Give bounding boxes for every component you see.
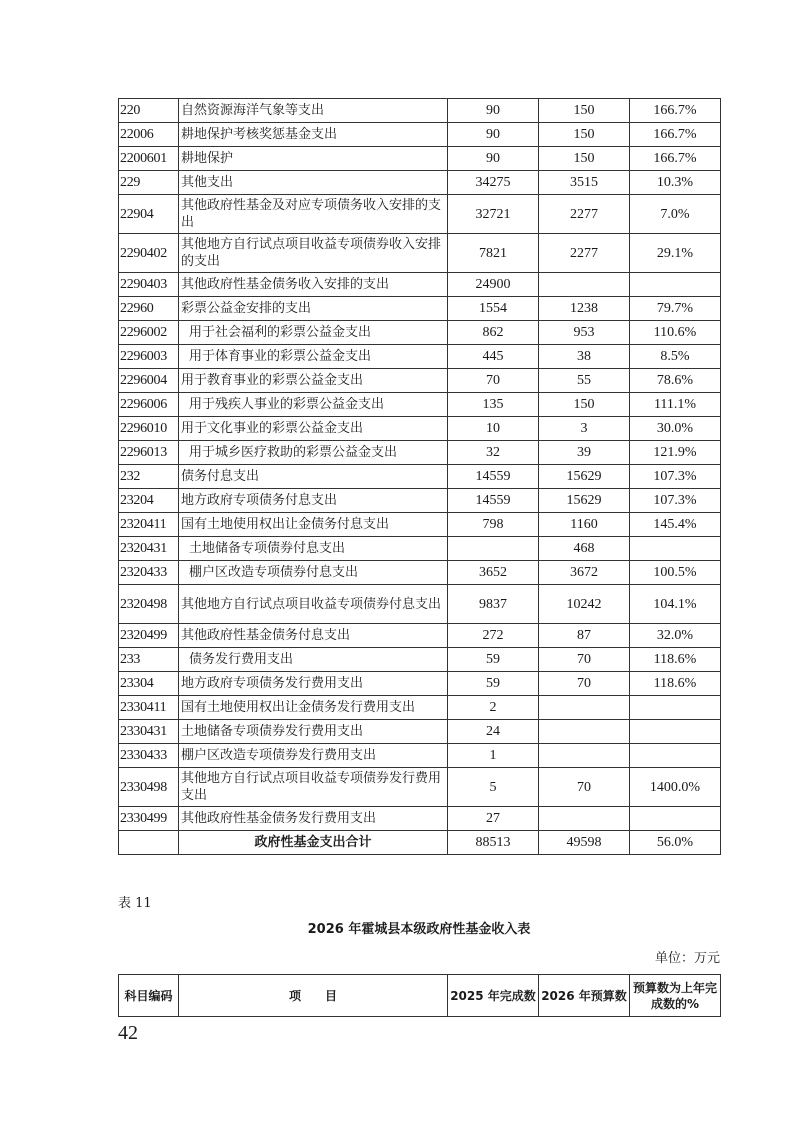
row-2025-actual: 272 <box>448 624 539 648</box>
row-name: 其他地方自行试点项目收益专项债券收入安排的支出 <box>179 234 448 273</box>
row-name: 耕地保护考核奖惩基金支出 <box>179 123 448 147</box>
total-2026-budget: 49598 <box>539 831 630 855</box>
row-2026-budget: 150 <box>539 147 630 171</box>
row-name: 棚户区改造专项债券付息支出 <box>179 561 448 585</box>
row-2026-budget: 70 <box>539 672 630 696</box>
row-name: 其他政府性基金债务付息支出 <box>179 624 448 648</box>
table-row <box>119 297 721 321</box>
row-2026-budget <box>539 744 630 768</box>
row-2025-actual: 59 <box>448 672 539 696</box>
row-2026-budget: 150 <box>539 123 630 147</box>
row-code: 2296003 <box>119 345 179 369</box>
row-2026-budget: 15629 <box>539 489 630 513</box>
row-2025-actual: 32 <box>448 441 539 465</box>
table-row <box>119 195 721 234</box>
row-name: 国有土地使用权出让金债务付息支出 <box>179 513 448 537</box>
row-name: 用于社会福利的彩票公益金支出 <box>179 321 448 345</box>
row-2025-actual <box>448 537 539 561</box>
table-row <box>119 321 721 345</box>
row-percent: 107.3% <box>630 465 721 489</box>
row-name: 用于文化事业的彩票公益金支出 <box>179 417 448 441</box>
total-row <box>119 831 721 855</box>
row-percent: 32.0% <box>630 624 721 648</box>
row-percent: 7.0% <box>630 195 721 234</box>
row-percent: 79.7% <box>630 297 721 321</box>
row-percent: 166.7% <box>630 123 721 147</box>
row-2025-actual: 90 <box>448 123 539 147</box>
row-percent: 8.5% <box>630 345 721 369</box>
page-number: 42 <box>118 1022 138 1044</box>
total-code <box>119 831 179 855</box>
row-2026-budget: 55 <box>539 369 630 393</box>
row-code: 233 <box>119 648 179 672</box>
row-name: 用于教育事业的彩票公益金支出 <box>179 369 448 393</box>
row-2025-actual: 90 <box>448 147 539 171</box>
row-name: 其他支出 <box>179 171 448 195</box>
row-2026-budget <box>539 273 630 297</box>
row-2026-budget: 2277 <box>539 234 630 273</box>
row-2026-budget: 3 <box>539 417 630 441</box>
row-code: 2296002 <box>119 321 179 345</box>
row-name: 债务付息支出 <box>179 465 448 489</box>
row-code: 2200601 <box>119 147 179 171</box>
row-code: 2330498 <box>119 768 179 807</box>
row-code: 2330433 <box>119 744 179 768</box>
row-2026-budget <box>539 696 630 720</box>
row-2025-actual: 70 <box>448 369 539 393</box>
row-percent <box>630 720 721 744</box>
row-percent: 145.4% <box>630 513 721 537</box>
row-code: 22960 <box>119 297 179 321</box>
row-name: 用于体育事业的彩票公益金支出 <box>179 345 448 369</box>
row-2026-budget: 150 <box>539 393 630 417</box>
row-2026-budget: 3515 <box>539 171 630 195</box>
row-name: 其他政府性基金债务收入安排的支出 <box>179 273 448 297</box>
row-name: 土地储备专项债券发行费用支出 <box>179 720 448 744</box>
row-percent: 121.9% <box>630 441 721 465</box>
row-2025-actual: 135 <box>448 393 539 417</box>
row-2026-budget: 468 <box>539 537 630 561</box>
row-code: 220 <box>119 99 179 123</box>
row-name: 其他政府性基金及对应专项债务收入安排的支出 <box>179 195 448 234</box>
row-2025-actual: 59 <box>448 648 539 672</box>
total-percent: 56.0% <box>630 831 721 855</box>
revenue-table-header <box>118 974 721 1017</box>
total-2025-actual: 88513 <box>448 831 539 855</box>
table-number-label: 表 11 <box>118 896 152 911</box>
row-percent: 107.3% <box>630 489 721 513</box>
table-title: 2026 年霍城县本级政府性基金收入表 <box>307 922 531 937</box>
row-code: 2320431 <box>119 537 179 561</box>
total-label: 政府性基金支出合计 <box>179 831 448 855</box>
table-row <box>119 672 721 696</box>
row-2025-actual: 2 <box>448 696 539 720</box>
row-2026-budget: 3672 <box>539 561 630 585</box>
row-name: 棚户区改造专项债券发行费用支出 <box>179 744 448 768</box>
row-2025-actual: 24 <box>448 720 539 744</box>
row-code: 22006 <box>119 123 179 147</box>
row-percent: 110.6% <box>630 321 721 345</box>
row-2025-actual: 798 <box>448 513 539 537</box>
row-code: 2330431 <box>119 720 179 744</box>
row-percent: 30.0% <box>630 417 721 441</box>
row-2025-actual: 1554 <box>448 297 539 321</box>
row-percent <box>630 273 721 297</box>
row-code: 23204 <box>119 489 179 513</box>
row-2025-actual: 862 <box>448 321 539 345</box>
row-2026-budget: 70 <box>539 768 630 807</box>
row-name: 彩票公益金安排的支出 <box>179 297 448 321</box>
row-code: 2320498 <box>119 585 179 624</box>
row-2025-actual: 7821 <box>448 234 539 273</box>
row-percent: 100.5% <box>630 561 721 585</box>
row-percent: 166.7% <box>630 99 721 123</box>
row-2026-budget <box>539 807 630 831</box>
row-percent: 1400.0% <box>630 768 721 807</box>
row-2026-budget: 1238 <box>539 297 630 321</box>
row-code: 2296010 <box>119 417 179 441</box>
row-name: 地方政府专项债务付息支出 <box>179 489 448 513</box>
unit-label: 单位：万元 <box>654 951 720 966</box>
table-row <box>119 585 721 624</box>
row-percent: 29.1% <box>630 234 721 273</box>
table-row <box>119 417 721 441</box>
table-row <box>119 369 721 393</box>
expense-table <box>118 98 721 855</box>
row-2025-actual: 27 <box>448 807 539 831</box>
table-row <box>119 513 721 537</box>
row-2025-actual: 5 <box>448 768 539 807</box>
header-2025-actual: 2025 年完成数 <box>448 975 539 1017</box>
row-2026-budget: 70 <box>539 648 630 672</box>
row-2026-budget: 38 <box>539 345 630 369</box>
row-name: 地方政府专项债务发行费用支出 <box>179 672 448 696</box>
row-code: 2320499 <box>119 624 179 648</box>
row-2025-actual: 9837 <box>448 585 539 624</box>
row-2026-budget: 150 <box>539 99 630 123</box>
header-row <box>119 975 721 1017</box>
table-row <box>119 744 721 768</box>
row-2026-budget: 87 <box>539 624 630 648</box>
row-code: 2330411 <box>119 696 179 720</box>
table-row <box>119 171 721 195</box>
row-2026-budget: 953 <box>539 321 630 345</box>
table-row <box>119 234 721 273</box>
row-percent: 118.6% <box>630 672 721 696</box>
row-code: 229 <box>119 171 179 195</box>
row-percent: 78.6% <box>630 369 721 393</box>
row-name: 土地储备专项债券付息支出 <box>179 537 448 561</box>
row-code: 2290402 <box>119 234 179 273</box>
row-name: 用于残疾人事业的彩票公益金支出 <box>179 393 448 417</box>
row-name: 自然资源海洋气象等支出 <box>179 99 448 123</box>
row-2025-actual: 3652 <box>448 561 539 585</box>
row-percent: 10.3% <box>630 171 721 195</box>
table-row <box>119 648 721 672</box>
row-2026-budget: 15629 <box>539 465 630 489</box>
header-percent: 预算数为上年完成数的% <box>630 975 721 1017</box>
row-2025-actual: 32721 <box>448 195 539 234</box>
table-row <box>119 273 721 297</box>
row-2026-budget: 1160 <box>539 513 630 537</box>
row-2025-actual: 14559 <box>448 465 539 489</box>
table-row <box>119 441 721 465</box>
row-percent: 104.1% <box>630 585 721 624</box>
row-2026-budget <box>539 720 630 744</box>
row-name: 其他地方自行试点项目收益专项债券发行费用支出 <box>179 768 448 807</box>
row-2025-actual: 10 <box>448 417 539 441</box>
row-percent <box>630 744 721 768</box>
row-percent <box>630 807 721 831</box>
row-code: 2296006 <box>119 393 179 417</box>
row-code: 2296013 <box>119 441 179 465</box>
row-percent: 111.1% <box>630 393 721 417</box>
table-row <box>119 624 721 648</box>
row-code: 232 <box>119 465 179 489</box>
table-row <box>119 720 721 744</box>
row-name: 其他政府性基金债务发行费用支出 <box>179 807 448 831</box>
table-row <box>119 768 721 807</box>
table-row <box>119 123 721 147</box>
row-2025-actual: 445 <box>448 345 539 369</box>
row-2026-budget: 2277 <box>539 195 630 234</box>
row-code: 22904 <box>119 195 179 234</box>
header-2026-budget: 2026 年预算数 <box>539 975 630 1017</box>
row-name: 耕地保护 <box>179 147 448 171</box>
table-row <box>119 99 721 123</box>
row-code: 2290403 <box>119 273 179 297</box>
row-2025-actual: 24900 <box>448 273 539 297</box>
row-2025-actual: 34275 <box>448 171 539 195</box>
row-name: 用于城乡医疗救助的彩票公益金支出 <box>179 441 448 465</box>
table-row <box>119 345 721 369</box>
row-2026-budget: 10242 <box>539 585 630 624</box>
row-percent <box>630 696 721 720</box>
row-2025-actual: 90 <box>448 99 539 123</box>
table-row <box>119 537 721 561</box>
table-row <box>119 807 721 831</box>
row-2026-budget: 39 <box>539 441 630 465</box>
row-code: 2320411 <box>119 513 179 537</box>
row-code: 2320433 <box>119 561 179 585</box>
row-2025-actual: 14559 <box>448 489 539 513</box>
table-row <box>119 147 721 171</box>
table-row <box>119 696 721 720</box>
row-percent: 118.6% <box>630 648 721 672</box>
row-name: 债务发行费用支出 <box>179 648 448 672</box>
row-percent <box>630 537 721 561</box>
row-name: 国有土地使用权出让金债务发行费用支出 <box>179 696 448 720</box>
row-2025-actual: 1 <box>448 744 539 768</box>
table-row <box>119 465 721 489</box>
header-item: 项 目 <box>179 975 448 1017</box>
table-row <box>119 489 721 513</box>
table-row <box>119 393 721 417</box>
row-code: 2330499 <box>119 807 179 831</box>
row-code: 23304 <box>119 672 179 696</box>
header-code: 科目编码 <box>119 975 179 1017</box>
row-name: 其他地方自行试点项目收益专项债券付息支出 <box>179 585 448 624</box>
row-code: 2296004 <box>119 369 179 393</box>
table-row <box>119 561 721 585</box>
row-percent: 166.7% <box>630 147 721 171</box>
